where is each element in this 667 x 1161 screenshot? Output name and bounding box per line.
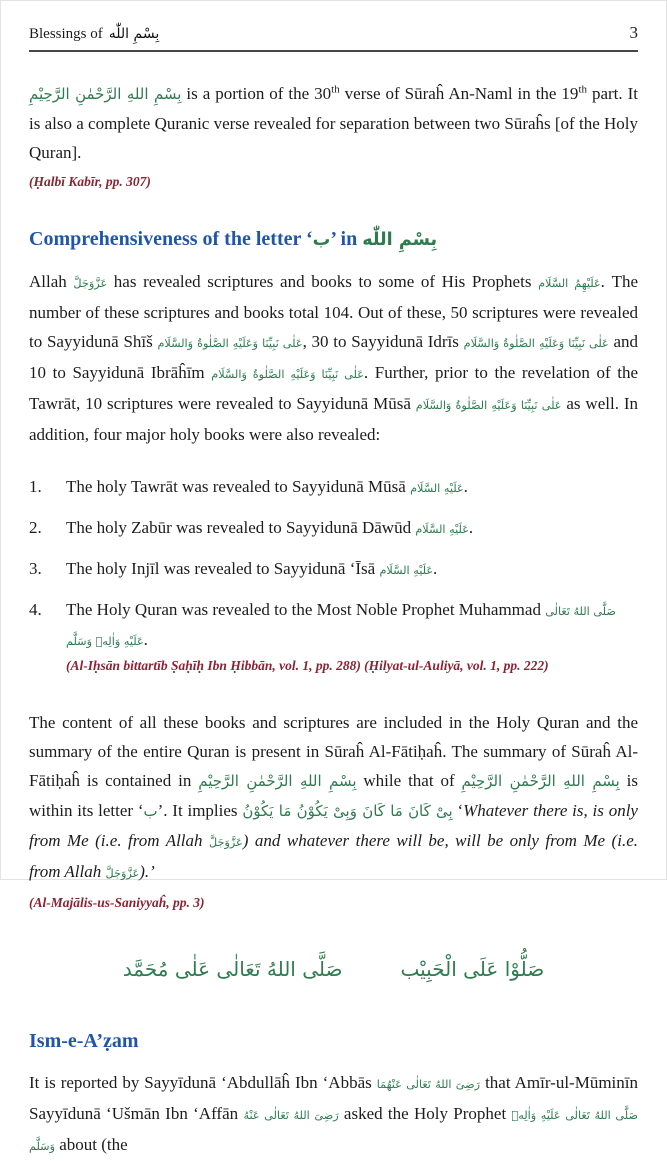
paragraph-quran-summary: The content of all these books and scriptures are included in the Holy Quran and the summary of the entire Quran is present in Sūraĥ Al-Fātiḥaĥ. The summary of Sūraĥ Al-Fātiḥaĥ is contained in بِسْمِ اللهِ الرَّحْمٰنِ الرَّحِيْمِ while that of بِسْمِ اللهِ الرَّحْمٰنِ الرَّحِيْمِ is within its letter ‘ب’. It implies بِىْ كَانَ مَا كَانَ وَبِىْ يَكُوْنُ مَا يَكُوْنُ ‘Whatever there is, is only from Me (i.e. from Allah عَزَّوَجَلَّ) and whatever there will be, will be only from Me (i.e. from Allah عَزَّوَجَلَّ).’ <box>29 713 639 881</box>
reference-ibn-hibban: (Al-Iḥsān bittartīb Ṣaḥīḥ Ibn Ḥibbān, vol. 1, pp. 288) (Ḥilyat-ul-Auliyā, vol. 1, pp. 222) <box>66 658 549 673</box>
list-number: 3. <box>29 559 42 578</box>
page-number: 3 <box>629 23 638 42</box>
list-item-text: The holy Injīl was revealed to Sayyidunā ‘Īsā عَلَيْهِ السَّلَام. <box>66 559 438 578</box>
list-item <box>29 596 638 676</box>
section-heading-comprehensiveness: Comprehensiveness of the letter ‘ب’ in بِسْمِ اللّٰه <box>29 228 438 250</box>
paragraph-scriptures: Allah عَزَّوَجَلَّ has revealed scriptures and books to some of His Prophets عَلَيْهِمُ السَّلَام. The number of these scriptures and books total 104. Out of these, 50 scriptures were revealed to Sayyidunā Shīš عَلٰى نَبِيِّنَا وَعَلَيْهِ الصَّلٰوةُ وَالسَّلَام, 30 to Sayyidunā Idrīs عَلٰى نَبِيِّنَا وَعَلَيْهِ الصَّلٰوةُ وَالسَّلَام and 10 to Sayyidunā Ibrāĥīm عَلٰى نَبِيِّنَا وَعَلَيْهِ الصَّلٰوةُ وَالسَّلَام. Further, prior to the revelation of the Tawrāt, 10 scriptures were revealed to Sayyidunā Mūsā عَلٰى نَبِيِّنَا وَعَلَيْهِ الصَّلٰوةُ وَالسَّلَام as well. In addition, four major holy books were also revealed: <box>29 272 639 444</box>
running-title-arabic: بِسْمِ اللّٰه <box>108 26 160 42</box>
list-item <box>29 555 638 585</box>
list-item-text <box>66 596 638 676</box>
paragraph-ism-e-azam: It is reported by Sayyīdunā ‘Abdullāĥ Ibn ‘Abbās رَضِىَ اللهُ تَعَالٰى عَنْهُمَا that Amīr-ul-Mūminīn Sayyīdunā ‘Ušmān Ibn ‘Affān رَضِىَ اللهُ تَعَالٰى عَنْهُ asked the Holy Prophet صَلَّى اللهُ تَعَالٰى عَلَيْهِ وَاٰلِهٖ وَسَلَّم about (the <box>29 1073 638 1154</box>
list-item-segments: The Holy Quran was revealed to the Most Noble Prophet Muhammad صَلَّى اللهُ تَعَالٰى عَلَيْهِ وَاٰلِهٖ وَسَلَّم. <box>66 600 616 649</box>
section-heading-ism-e-azam: Ism-e-A’ẓam <box>29 1030 139 1052</box>
holy-books-list <box>29 473 638 676</box>
page-header <box>29 1 638 43</box>
list-item-text: The holy Zabūr was revealed to Sayyidunā Dāwūd عَلَيْهِ السَّلَام. <box>66 518 474 537</box>
list-number: 2. <box>29 518 42 537</box>
header-divider <box>29 50 638 52</box>
running-title <box>29 26 159 43</box>
paragraph-bismillah-verse: بِسْمِ اللهِ الرَّحْمٰنِ الرَّحِيْمِ is a portion of the 30th verse of Sūraĥ An-Naml in the 19th part. It is also a complete Quranic verse revealed for separation between two Sūraĥs [of the Holy Quran]. <box>29 83 638 162</box>
list-item <box>29 514 638 544</box>
list-number: 1. <box>29 477 42 496</box>
list-number: 4. <box>29 600 42 619</box>
list-item-text: The holy Tawrāt was revealed to Sayyidunā Mūsā عَلَيْهِ السَّلَام. <box>66 477 468 496</box>
running-title-text: Blessings of <box>29 26 103 42</box>
reference-halbi-kabir: (Ḥalbī Kabīr, pp. 307) <box>29 174 151 189</box>
salawat-couplet <box>29 957 638 981</box>
salawat-right-phrase: صَلُّوْا عَلَى الْحَبِيْب <box>400 957 545 981</box>
salawat-left-phrase: صَلَّى اللهُ تَعَالٰى عَلٰى مُحَمَّد <box>122 957 343 981</box>
reference-majalis: (Al-Majālis-us-Saniyyaĥ, pp. 3) <box>29 895 205 910</box>
list-item <box>29 473 638 503</box>
